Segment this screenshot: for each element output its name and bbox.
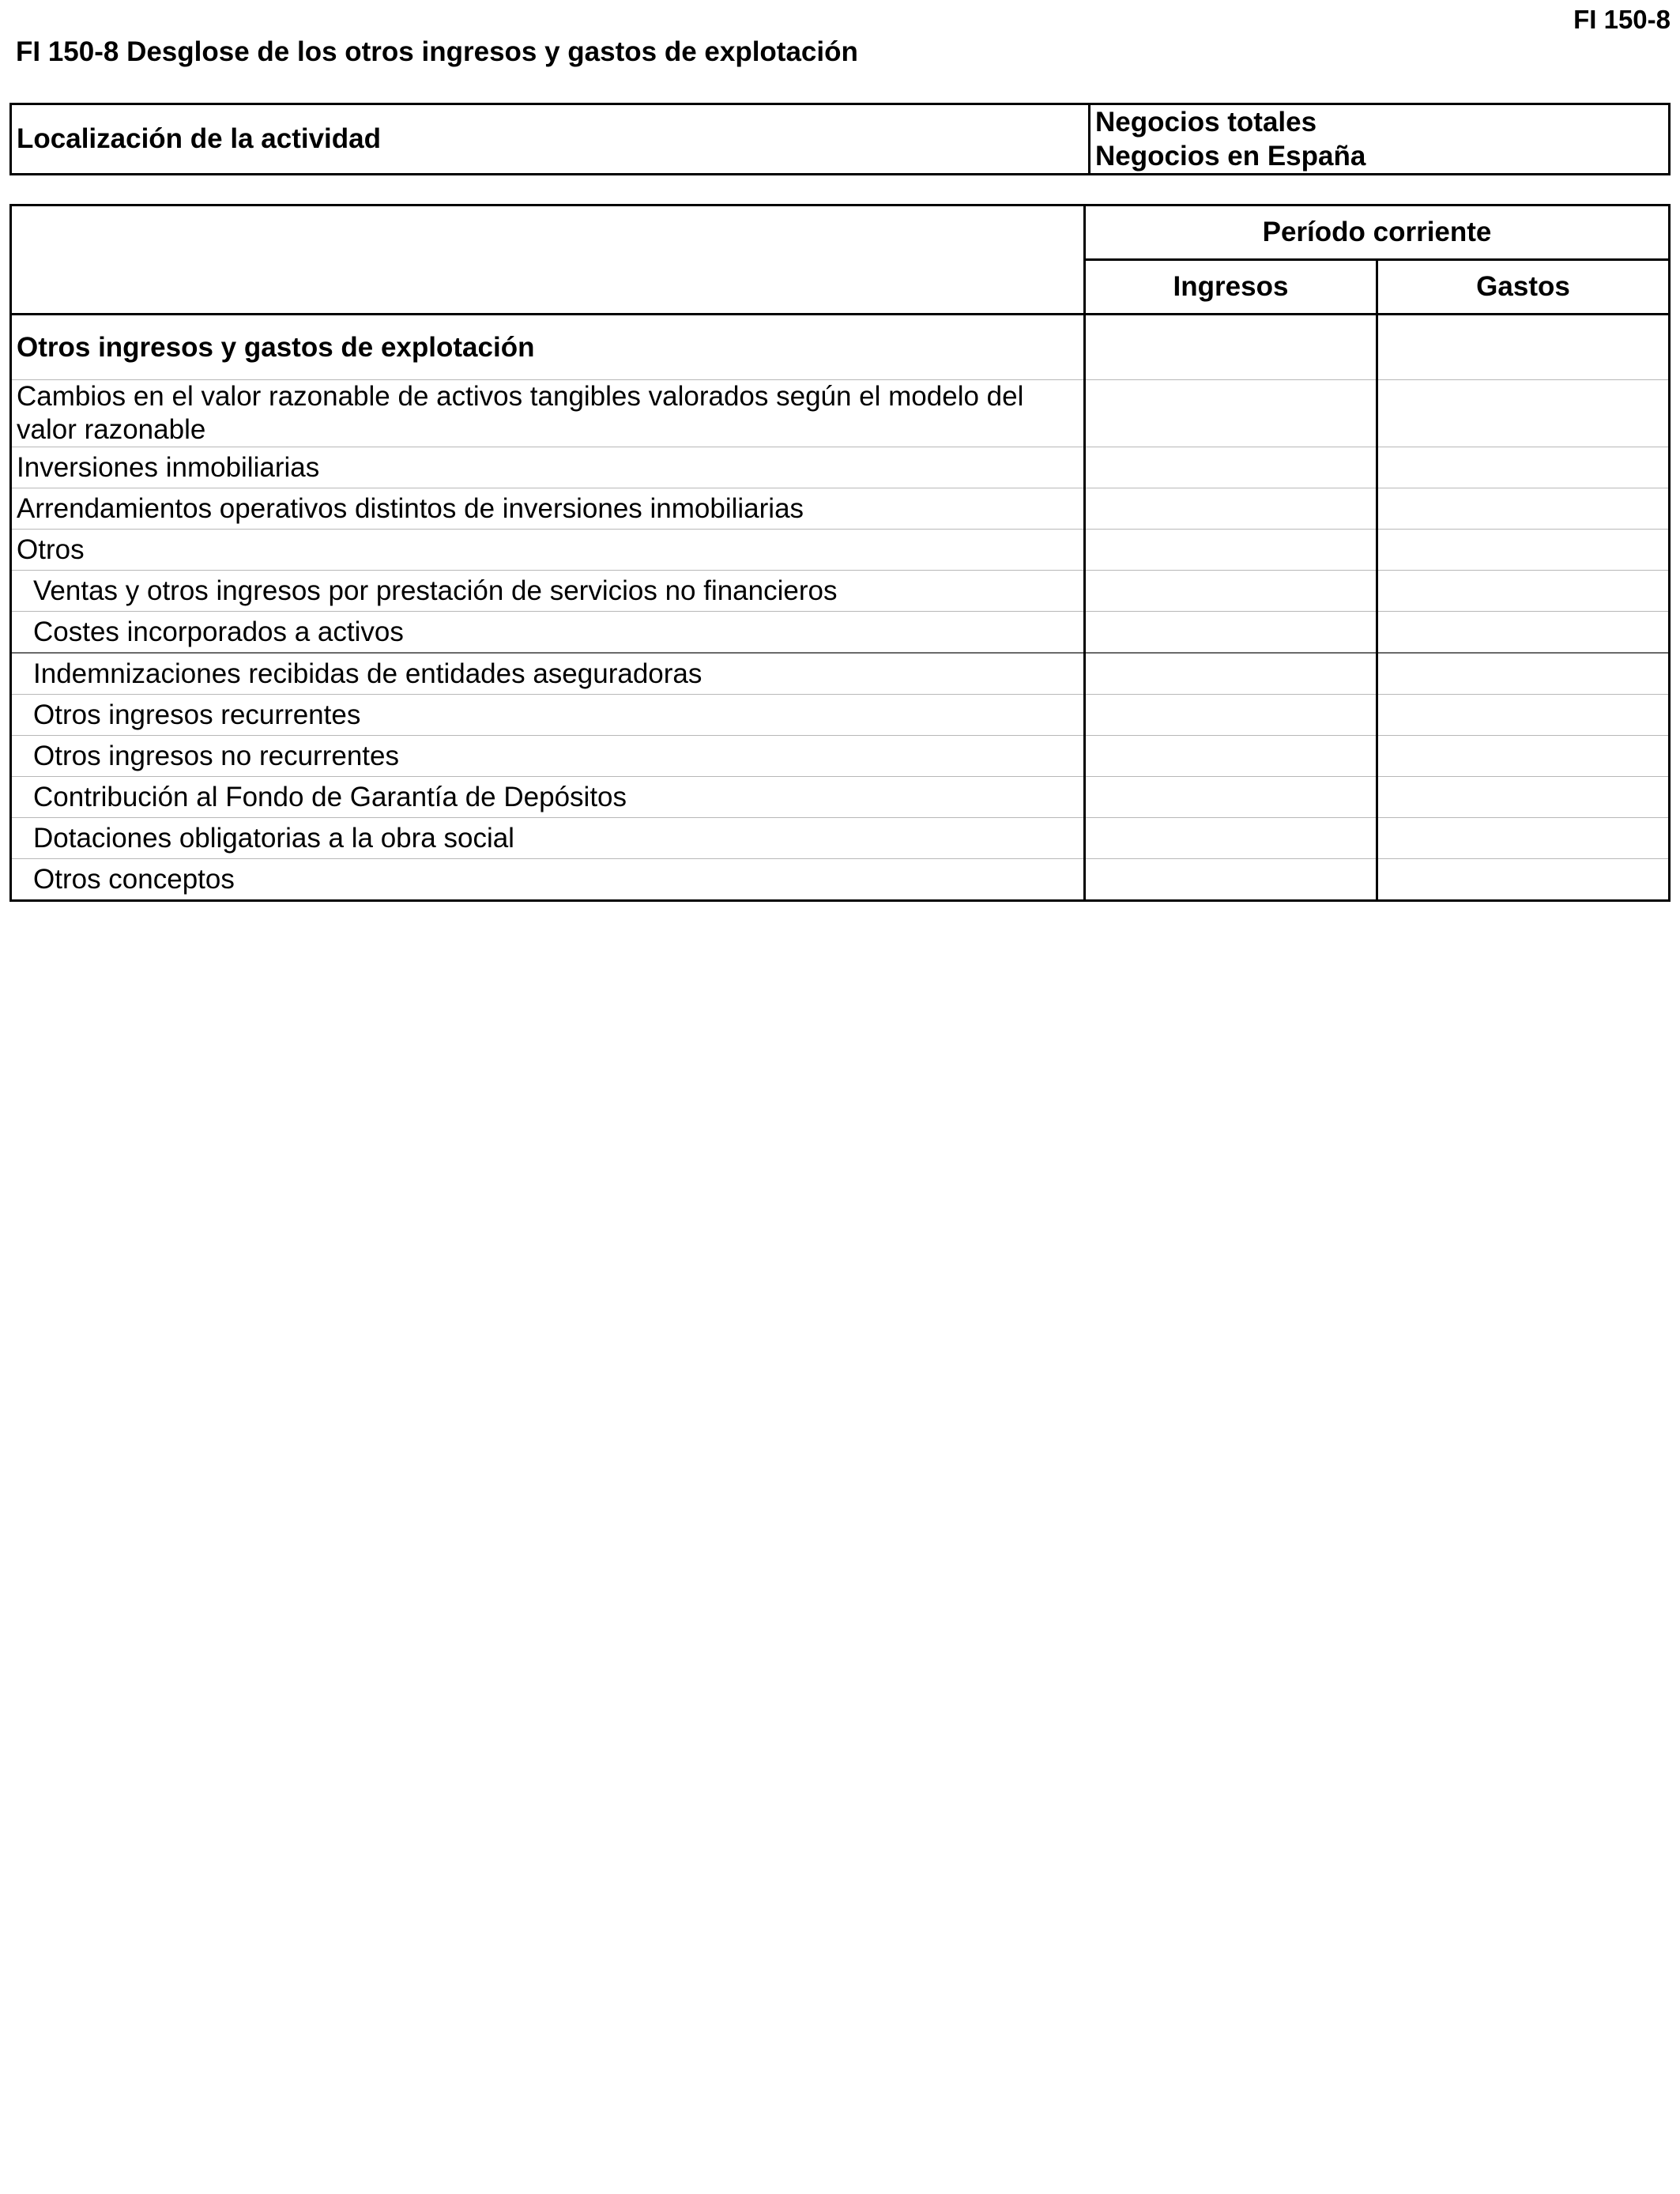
row-label: Dotaciones obligatorias a la obra social	[11, 818, 1085, 859]
cell-input-ingresos[interactable]	[1085, 571, 1377, 612]
location-options[interactable]	[1090, 104, 1670, 175]
cell-input-gastos[interactable]	[1377, 777, 1670, 818]
page-title: FI 150-8 Desglose de los otros ingresos y gastos de explotación	[16, 36, 858, 67]
row-label: Otros ingresos no recurrentes	[11, 736, 1085, 777]
table-row	[11, 447, 1670, 488]
cell-input-gastos[interactable]	[1377, 818, 1670, 859]
cell-input-ingresos[interactable]	[1085, 488, 1377, 530]
table-row	[11, 653, 1670, 695]
period-header: Período corriente	[1085, 205, 1670, 260]
table-row	[11, 380, 1670, 447]
cell-input-gastos[interactable]	[1377, 315, 1670, 380]
table-row	[11, 818, 1670, 859]
cell-input-ingresos[interactable]	[1085, 530, 1377, 571]
table-row	[11, 859, 1670, 901]
income-expense-table	[9, 204, 1671, 902]
row-label: Costes incorporados a activos	[11, 612, 1085, 654]
table-row	[11, 695, 1670, 736]
cell-input-ingresos[interactable]	[1085, 315, 1377, 380]
form-code: FI 150-8	[1573, 5, 1671, 34]
cell-input-ingresos[interactable]	[1085, 653, 1377, 695]
location-label: Localización de la actividad	[11, 104, 1090, 175]
cell-input-ingresos[interactable]	[1085, 447, 1377, 488]
header-blank-cell	[11, 205, 1085, 315]
location-option-spain[interactable]: Negocios en España	[1095, 141, 1366, 172]
column-header-gastos: Gastos	[1377, 260, 1670, 315]
cell-input-gastos[interactable]	[1377, 530, 1670, 571]
location-option-total[interactable]: Negocios totales	[1095, 107, 1317, 138]
cell-input-gastos[interactable]	[1377, 488, 1670, 530]
cell-input-gastos[interactable]	[1377, 653, 1670, 695]
cell-input-gastos[interactable]	[1377, 447, 1670, 488]
row-label: Contribución al Fondo de Garantía de Depósitos	[11, 777, 1085, 818]
row-label: Otros	[11, 530, 1085, 571]
cell-input-gastos[interactable]	[1377, 380, 1670, 447]
cell-input-ingresos[interactable]	[1085, 380, 1377, 447]
row-label: Otros conceptos	[11, 859, 1085, 901]
row-label: Inversiones inmobiliarias	[11, 447, 1085, 488]
table-row	[11, 736, 1670, 777]
cell-input-gastos[interactable]	[1377, 571, 1670, 612]
table-row	[11, 612, 1670, 654]
row-label: Cambios en el valor razonable de activos tangibles valorados según el modelo del valor razonable	[11, 380, 1085, 447]
cell-input-gastos[interactable]	[1377, 859, 1670, 901]
cell-input-gastos[interactable]	[1377, 612, 1670, 654]
cell-input-ingresos[interactable]	[1085, 818, 1377, 859]
row-label: Indemnizaciones recibidas de entidades aseguradoras	[11, 653, 1085, 695]
cell-input-ingresos[interactable]	[1085, 612, 1377, 654]
cell-input-gastos[interactable]	[1377, 695, 1670, 736]
cell-input-gastos[interactable]	[1377, 736, 1670, 777]
table-row	[11, 571, 1670, 612]
table-row	[11, 530, 1670, 571]
cell-input-ingresos[interactable]	[1085, 695, 1377, 736]
row-label: Ventas y otros ingresos por prestación de servicios no financieros	[11, 571, 1085, 612]
table-row	[11, 488, 1670, 530]
location-table	[9, 103, 1671, 175]
section-title: Otros ingresos y gastos de explotación	[11, 315, 1085, 380]
column-header-ingresos: Ingresos	[1085, 260, 1377, 315]
table-row	[11, 777, 1670, 818]
cell-input-ingresos[interactable]	[1085, 736, 1377, 777]
row-label: Otros ingresos recurrentes	[11, 695, 1085, 736]
cell-input-ingresos[interactable]	[1085, 859, 1377, 901]
row-label: Arrendamientos operativos distintos de inversiones inmobiliarias	[11, 488, 1085, 530]
cell-input-ingresos[interactable]	[1085, 777, 1377, 818]
